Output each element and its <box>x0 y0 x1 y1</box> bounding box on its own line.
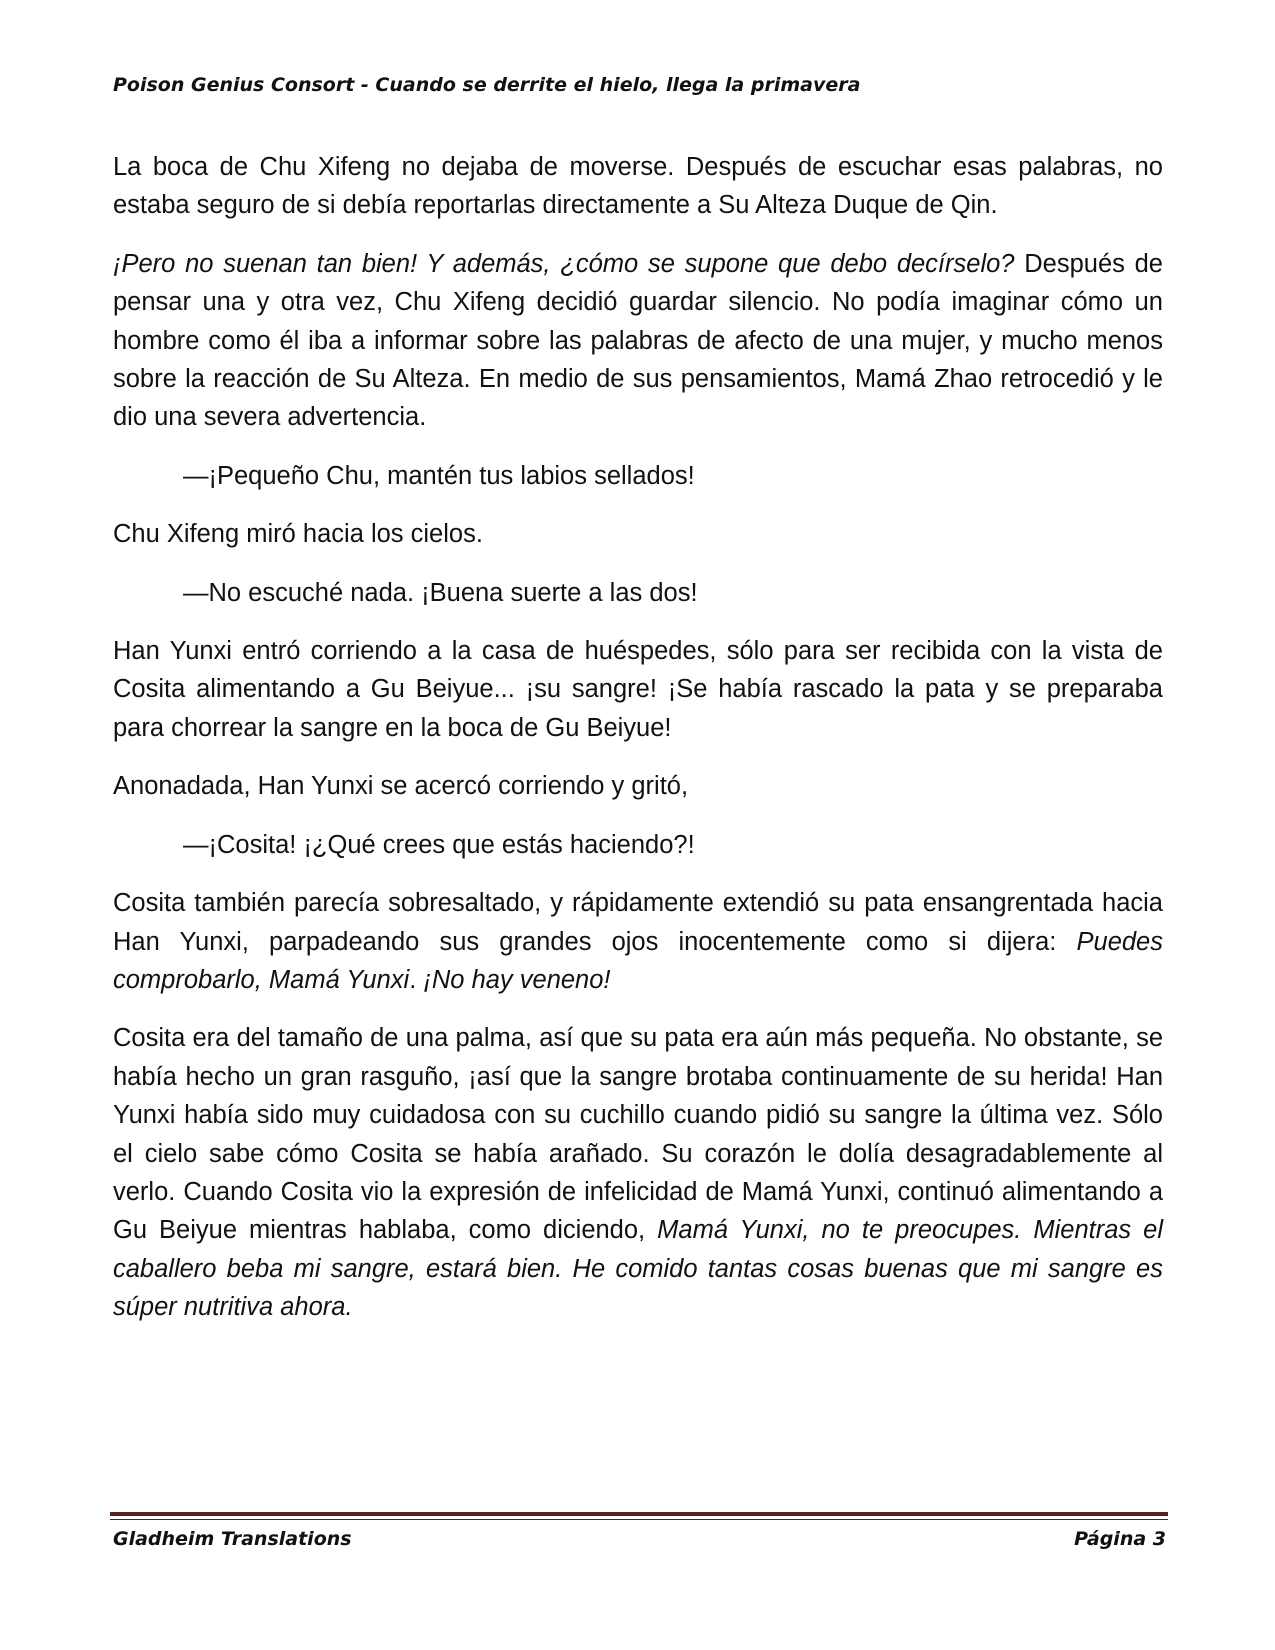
page-number: Página 3 <box>1074 1528 1166 1550</box>
dialogue-1: —¡Pequeño Chu, mantén tus labios sellados! <box>183 461 695 490</box>
paragraph-7 <box>113 1019 1163 1326</box>
paragraph-2-thought: ¡Pero no suenan tan bien! Y además, ¿cómo se supone que debo decírselo? <box>113 249 1015 278</box>
paragraph-2 <box>113 245 1163 437</box>
footer-publisher: Gladheim Translations <box>113 1528 352 1550</box>
paragraph-6-period: . <box>409 965 424 994</box>
footer-divider <box>110 1512 1168 1516</box>
page-content <box>113 148 1163 1347</box>
paragraph-1: La boca de Chu Xifeng no dejaba de moverse. Después de escuchar esas palabras, no estaba seguro de si debía reportarlas directamente a Su Alteza Duque de Qin. <box>113 153 1163 220</box>
paragraph-6-thought-2: ¡No hay veneno! <box>423 965 611 994</box>
dialogue-3: —¡Cosita! ¡¿Qué crees que estás haciendo?! <box>183 830 695 859</box>
running-header: Poison Genius Consort - Cuando se derrite el hielo, llega la primavera <box>113 74 861 96</box>
paragraph-7-thought: Mamá Yunxi, no te preocupes. Mientras el caballero beba mi sangre, estará bien. He comido tantas cosas buenas que mi sangre es súper nutritiva ahora. <box>113 1216 1164 1322</box>
paragraph-4: Han Yunxi entró corriendo a la casa de huéspedes, sólo para ser recibida con la vista de Cosita alimentando a Gu Beiyue... ¡su sangre! ¡Se había rascado la pata y se preparaba para chorrear la sangre en la boca de Gu Beiyue! <box>113 637 1163 742</box>
paragraph-3: Chu Xifeng miró hacia los cielos. <box>113 520 483 549</box>
paragraph-5: Anonadada, Han Yunxi se acercó corriendo y gritó, <box>113 772 689 801</box>
dialogue-2: —No escuché nada. ¡Buena suerte a las dos! <box>183 578 698 607</box>
paragraph-6 <box>113 884 1163 999</box>
paragraph-7-text: Cosita era del tamaño de una palma, así que su pata era aún más pequeña. No obstante, se había hecho un gran rasguño, ¡así que la sangre brotaba continuamente de su herida! Han Yunxi había sido muy cuidadosa con su cuchillo cuando pidió su sangre la última vez. Sólo el cielo sabe cómo Cosita se había arañado. Su corazón le dolía desagradablemente al verlo. Cuando Cosita vio la expresión de infelicidad de Mamá Yunxi, continuó alimentando a Gu Beiyue mientras hablaba, como diciendo, <box>113 1024 1163 1245</box>
paragraph-6-thought-1: Puedes comprobarlo, Mamá Yunxi <box>113 927 1163 994</box>
footer-divider-thin <box>110 1519 1168 1520</box>
paragraph-6-text: Cosita también parecía sobresaltado, y rápidamente extendió su pata ensangrentada hacia Han Yunxi, parpadeando sus grandes ojos inocentemente como si dijera: <box>113 889 1163 956</box>
paragraph-2-text: Después de pensar una y otra vez, Chu Xifeng decidió guardar silencio. No podía imaginar cómo un hombre como él iba a informar sobre las palabras de afecto de una mujer, y mucho menos sobre la reacción de Su Alteza. En medio de sus pensamientos, Mamá Zhao retrocedió y le dio una severa advertencia. <box>113 249 1163 432</box>
